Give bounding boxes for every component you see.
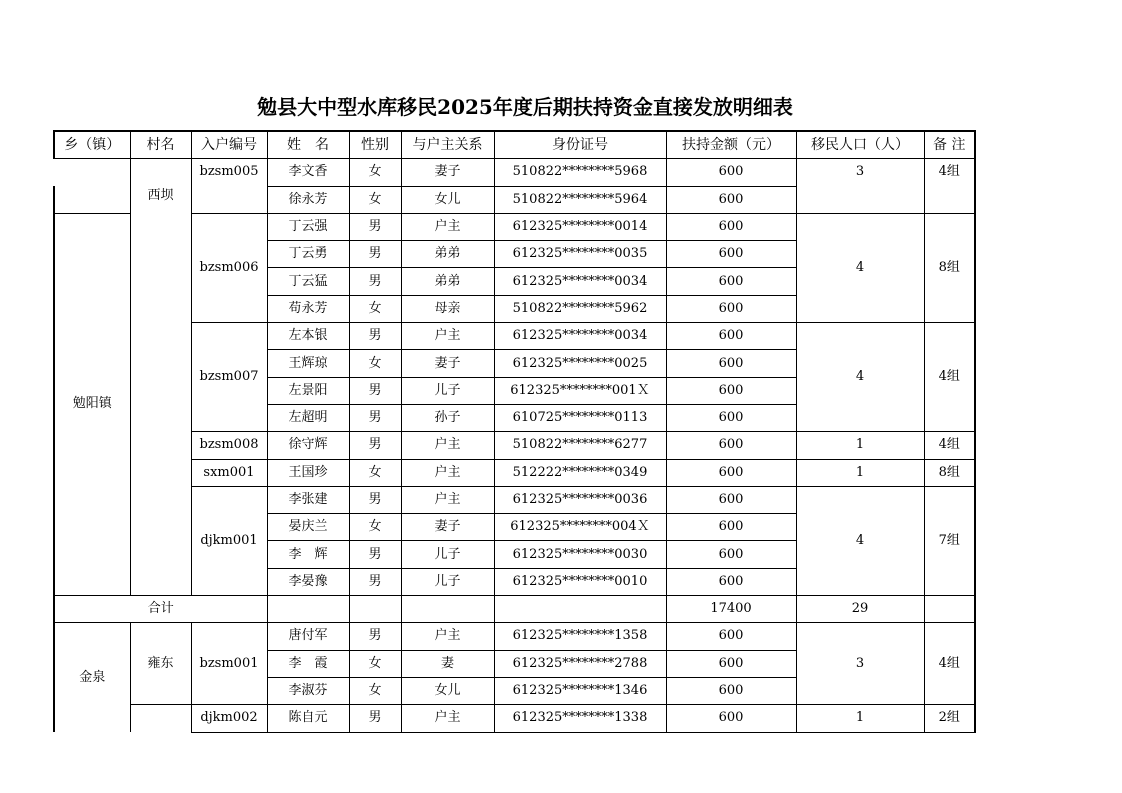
gender-cell: 男 [349, 268, 401, 295]
name-cell: 王国珍 [267, 459, 349, 486]
town-cell: 勉阳镇 [54, 213, 130, 595]
header-town: 乡（镇） [54, 131, 130, 159]
subtotal-label: 合计 [54, 596, 267, 623]
amount-cell: 600 [666, 514, 796, 541]
amount-cell: 600 [666, 459, 796, 486]
gender-cell: 女 [349, 350, 401, 377]
table-row [54, 623, 975, 650]
household-id-cell: sxm001 [191, 459, 267, 486]
relation-cell: 女儿 [401, 677, 494, 704]
amount-cell: 600 [666, 432, 796, 459]
name-cell: 王辉琼 [267, 350, 349, 377]
population-cell: 4 [796, 323, 924, 432]
name-cell: 丁云猛 [267, 268, 349, 295]
amount-cell: 600 [666, 404, 796, 431]
id-cell: 612325********0035 [494, 241, 666, 268]
remark-cell: 4组 [924, 323, 975, 432]
name-cell: 苟永芳 [267, 295, 349, 322]
relation-cell: 户主 [401, 623, 494, 650]
amount-cell: 600 [666, 541, 796, 568]
header-gender: 性别 [349, 131, 401, 159]
village-cell: 雍东 [130, 623, 191, 705]
relation-cell: 母亲 [401, 295, 494, 322]
population-cell: 3 [796, 623, 924, 705]
id-cell: 612325********0025 [494, 350, 666, 377]
header-remark: 备 注 [924, 131, 975, 159]
gender-cell: 女 [349, 514, 401, 541]
gender-cell: 女 [349, 650, 401, 677]
amount-cell: 600 [666, 350, 796, 377]
id-cell: 612325********001Ｘ [494, 377, 666, 404]
header-village: 村名 [130, 131, 191, 159]
name-cell: 李文香 [267, 159, 349, 186]
relation-cell: 儿子 [401, 541, 494, 568]
name-cell: 左本银 [267, 323, 349, 350]
amount-cell: 600 [666, 568, 796, 595]
relation-cell: 妻 [401, 650, 494, 677]
amount-cell: 600 [666, 268, 796, 295]
gender-cell: 女 [349, 677, 401, 704]
name-cell: 李 辉 [267, 541, 349, 568]
relation-cell: 儿子 [401, 568, 494, 595]
gender-cell: 男 [349, 377, 401, 404]
table-row [54, 432, 975, 459]
remark-cell: 2组 [924, 705, 975, 732]
amount-cell: 600 [666, 486, 796, 513]
subtotal-population: 29 [796, 596, 924, 623]
subtotal-row [54, 596, 975, 623]
population-cell: 3 [796, 159, 924, 214]
relation-cell: 孙子 [401, 404, 494, 431]
household-id-cell: bzsm001 [191, 623, 267, 705]
id-cell: 612325********2788 [494, 650, 666, 677]
household-id-cell: djkm001 [191, 486, 267, 595]
relation-cell: 户主 [401, 705, 494, 732]
name-cell: 徐永芳 [267, 186, 349, 213]
gender-cell: 男 [349, 705, 401, 732]
gender-cell: 女 [349, 295, 401, 322]
id-cell: 612325********1346 [494, 677, 666, 704]
table-row [54, 323, 975, 350]
amount-cell: 600 [666, 241, 796, 268]
population-cell: 1 [796, 432, 924, 459]
id-cell: 512222********0349 [494, 459, 666, 486]
amount-cell: 600 [666, 213, 796, 240]
id-cell: 610725********0113 [494, 404, 666, 431]
relation-cell: 弟弟 [401, 241, 494, 268]
subsidy-table [53, 130, 976, 733]
table-row [54, 705, 975, 732]
name-cell: 左景阳 [267, 377, 349, 404]
id-cell: 612325********0034 [494, 323, 666, 350]
header-population: 移民人口（人） [796, 131, 924, 159]
relation-cell: 妻子 [401, 514, 494, 541]
header-row [54, 131, 975, 159]
id-cell: 510822********5962 [494, 295, 666, 322]
id-cell: 612325********1358 [494, 623, 666, 650]
remark-cell: 8组 [924, 213, 975, 322]
household-id-cell: bzsm007 [191, 323, 267, 432]
name-cell: 徐守辉 [267, 432, 349, 459]
gender-cell: 男 [349, 432, 401, 459]
name-cell: 李晏豫 [267, 568, 349, 595]
remark-cell: 4组 [924, 159, 975, 214]
name-cell: 晏庆兰 [267, 514, 349, 541]
household-id-cell: djkm002 [191, 705, 267, 732]
name-cell: 李张建 [267, 486, 349, 513]
relation-cell: 儿子 [401, 377, 494, 404]
population-cell: 1 [796, 459, 924, 486]
name-cell: 丁云勇 [267, 241, 349, 268]
household-id-cell: bzsm005 [191, 159, 267, 214]
table-row [54, 159, 975, 186]
household-id-cell: bzsm006 [191, 213, 267, 322]
name-cell: 陈自元 [267, 705, 349, 732]
population-cell: 4 [796, 213, 924, 322]
id-cell: 510822********6277 [494, 432, 666, 459]
village-cell: 西坝 [130, 159, 191, 214]
gender-cell: 男 [349, 486, 401, 513]
amount-cell: 600 [666, 295, 796, 322]
name-cell: 唐付军 [267, 623, 349, 650]
relation-cell: 户主 [401, 323, 494, 350]
id-cell: 510822********5964 [494, 186, 666, 213]
id-cell: 612325********0034 [494, 268, 666, 295]
remark-cell: 8组 [924, 459, 975, 486]
amount-cell: 600 [666, 650, 796, 677]
amount-cell: 600 [666, 159, 796, 186]
amount-cell: 600 [666, 377, 796, 404]
name-cell: 李淑芬 [267, 677, 349, 704]
remark-cell: 4组 [924, 623, 975, 705]
amount-cell: 600 [666, 705, 796, 732]
id-cell: 612325********0030 [494, 541, 666, 568]
relation-cell: 弟弟 [401, 268, 494, 295]
gender-cell: 女 [349, 186, 401, 213]
amount-cell: 600 [666, 323, 796, 350]
remark-cell: 7组 [924, 486, 975, 595]
relation-cell: 户主 [401, 432, 494, 459]
header-id-number: 身份证号 [494, 131, 666, 159]
gender-cell: 男 [349, 323, 401, 350]
amount-cell: 600 [666, 677, 796, 704]
table-row [54, 213, 975, 240]
gender-cell: 女 [349, 459, 401, 486]
header-relation: 与户主关系 [401, 131, 494, 159]
table-row [54, 486, 975, 513]
name-cell: 丁云强 [267, 213, 349, 240]
gender-cell: 男 [349, 568, 401, 595]
document-title: 勉县大中型水库移民2025年度后期扶持资金直接发放明细表 [257, 95, 793, 119]
relation-cell: 户主 [401, 459, 494, 486]
id-cell: 612325********0036 [494, 486, 666, 513]
amount-cell: 600 [666, 623, 796, 650]
name-cell: 李 霞 [267, 650, 349, 677]
town-cell: 金泉 [54, 623, 130, 732]
id-cell: 510822********5968 [494, 159, 666, 186]
relation-cell: 户主 [401, 213, 494, 240]
amount-cell: 600 [666, 186, 796, 213]
relation-cell: 妻子 [401, 159, 494, 186]
gender-cell: 男 [349, 541, 401, 568]
header-name: 姓 名 [267, 131, 349, 159]
table-row [54, 459, 975, 486]
household-id-cell: bzsm008 [191, 432, 267, 459]
gender-cell: 男 [349, 213, 401, 240]
relation-cell: 户主 [401, 486, 494, 513]
header-household-id: 入户编号 [191, 131, 267, 159]
id-cell: 612325********004Ｘ [494, 514, 666, 541]
remark-cell: 4组 [924, 432, 975, 459]
gender-cell: 男 [349, 241, 401, 268]
id-cell: 612325********0014 [494, 213, 666, 240]
gender-cell: 男 [349, 623, 401, 650]
id-cell: 612325********1338 [494, 705, 666, 732]
gender-cell: 男 [349, 404, 401, 431]
population-cell: 4 [796, 486, 924, 595]
relation-cell: 妻子 [401, 350, 494, 377]
id-cell: 612325********0010 [494, 568, 666, 595]
header-amount: 扶持金额（元） [666, 131, 796, 159]
name-cell: 左超明 [267, 404, 349, 431]
gender-cell: 女 [349, 159, 401, 186]
population-cell: 1 [796, 705, 924, 732]
relation-cell: 女儿 [401, 186, 494, 213]
subtotal-amount: 17400 [666, 596, 796, 623]
